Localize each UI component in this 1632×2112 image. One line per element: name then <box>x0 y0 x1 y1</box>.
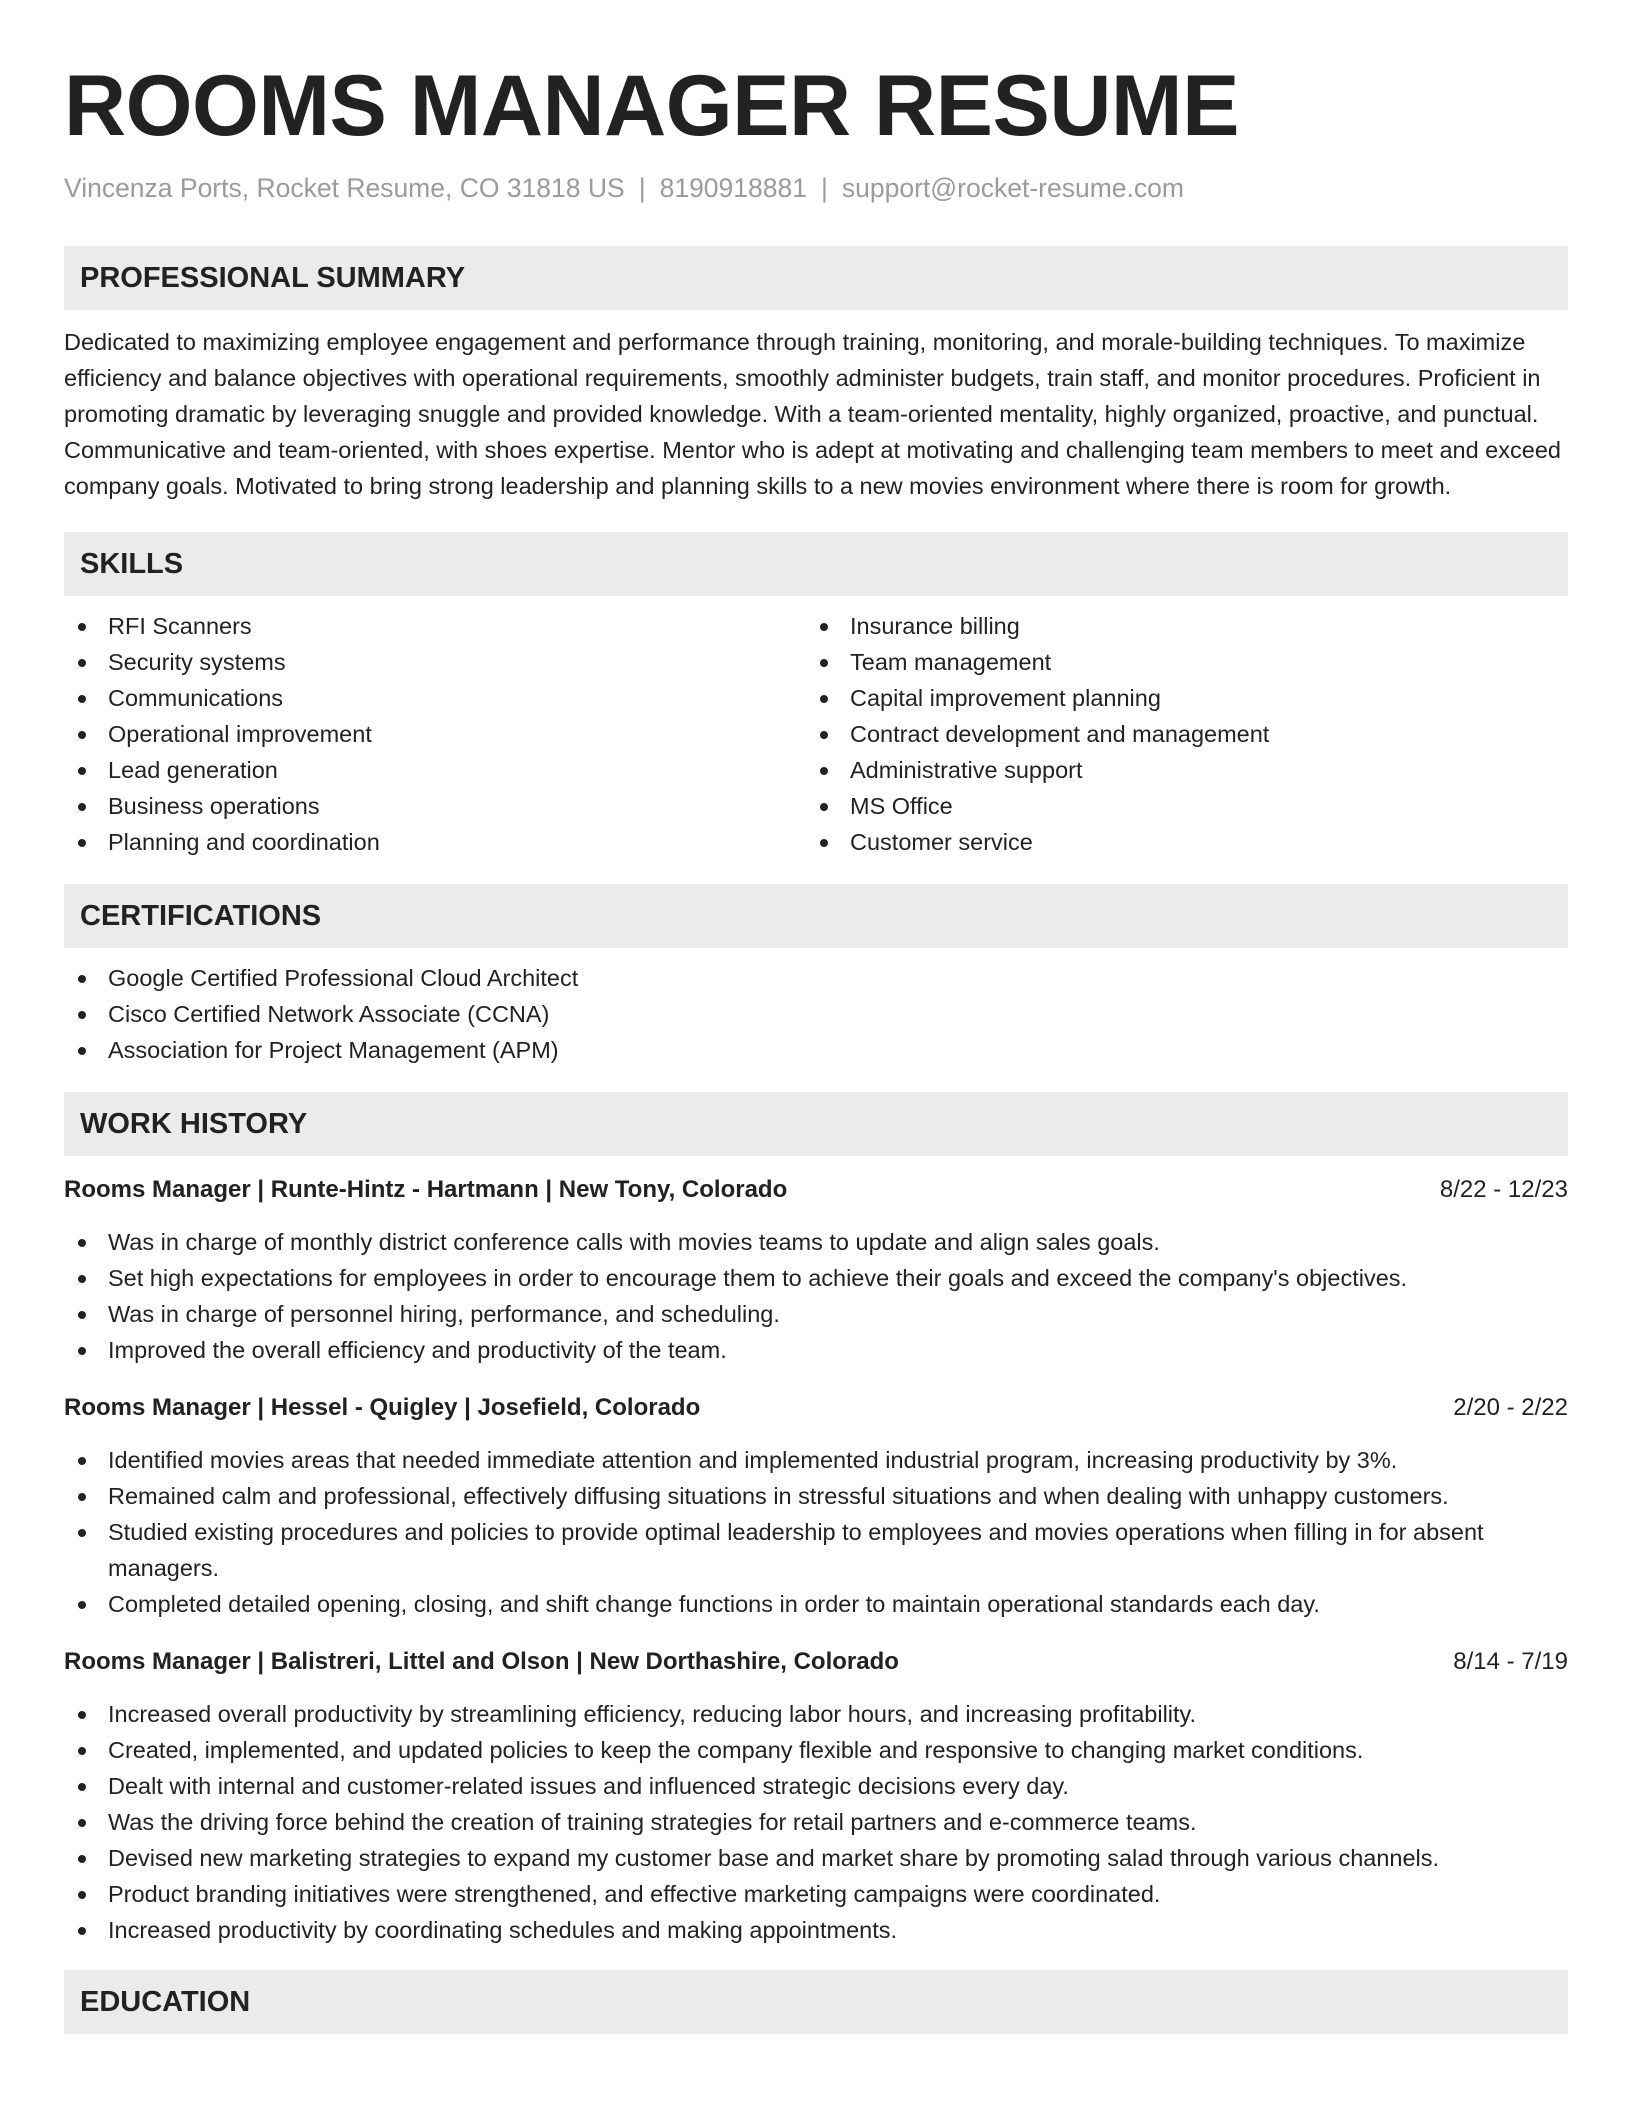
list-item-text: Increased productivity by coordinating schedules and making appointments. <box>108 1917 898 1943</box>
list-item-text: Planning and coordination <box>108 829 380 855</box>
list-item-text: Created, implemented, and updated policies to keep the company flexible and responsive to changing market conditions. <box>108 1737 1364 1763</box>
list-item-text: Security systems <box>108 649 286 675</box>
job-dates: 8/22 - 12/23 <box>1439 1176 1568 1203</box>
bullet-icon <box>78 767 86 775</box>
contact-address: Vincenza Ports, Rocket Resume, CO 31818 US <box>64 173 625 203</box>
list-item-text: Team management <box>850 649 1052 675</box>
job-bullets <box>64 1696 1568 1948</box>
job-bullets <box>64 1224 1568 1368</box>
certifications-list <box>64 960 1568 1068</box>
list-item <box>64 752 806 788</box>
list-item-text: Was in charge of personnel hiring, performance, and scheduling. <box>108 1301 780 1327</box>
list-item <box>64 1032 1568 1068</box>
list-item-text: Completed detailed opening, closing, and shift change functions in order to maintain operational standards each day. <box>108 1591 1320 1617</box>
bullet-icon <box>78 659 86 667</box>
contact-line <box>64 170 1568 206</box>
bullet-icon <box>78 1891 86 1899</box>
section-heading-summary: PROFESSIONAL SUMMARY <box>64 246 1568 310</box>
bullet-icon <box>820 803 828 811</box>
bullet-icon <box>78 1855 86 1863</box>
skills-grid <box>64 608 1568 860</box>
list-item-text: Google Certified Professional Cloud Architect <box>108 965 579 991</box>
list-item <box>64 1296 1568 1332</box>
list-item-text: Administrative support <box>850 757 1083 783</box>
list-item <box>64 1442 1568 1478</box>
list-item-text: MS Office <box>850 793 953 819</box>
list-item <box>806 788 1548 824</box>
list-item <box>806 752 1548 788</box>
list-item <box>64 960 1568 996</box>
list-item-text: Lead generation <box>108 757 278 783</box>
contact-separator: | <box>820 173 828 203</box>
list-item <box>64 1224 1568 1260</box>
list-item-text: Communications <box>108 685 284 711</box>
list-item <box>64 1768 1568 1804</box>
list-item <box>64 1840 1568 1876</box>
list-item-text: Cisco Certified Network Associate (CCNA) <box>108 1001 550 1027</box>
bullet-icon <box>78 1493 86 1501</box>
list-item <box>64 1876 1568 1912</box>
bullet-icon <box>78 1275 86 1283</box>
job-title: Rooms Manager | Runte-Hintz - Hartmann | New Tony, Colorado <box>64 1176 788 1203</box>
list-item <box>806 680 1548 716</box>
bullet-icon <box>78 731 86 739</box>
list-item-text: Devised new marketing strategies to expand my customer base and market share by promoting salad through various channels. <box>108 1845 1440 1871</box>
job-entry <box>64 1644 1568 1948</box>
section-heading-work: WORK HISTORY <box>64 1092 1568 1156</box>
job-dates: 8/14 - 7/19 <box>1453 1648 1568 1675</box>
list-item-text: Set high expectations for employees in order to encourage them to achieve their goals and exceed the company's objectives. <box>108 1265 1408 1291</box>
list-item <box>64 1260 1568 1296</box>
bullet-icon <box>820 695 828 703</box>
section-heading-certifications: CERTIFICATIONS <box>64 884 1568 948</box>
list-item-text: Association for Project Management (APM) <box>108 1037 559 1063</box>
list-item-text: Operational improvement <box>108 721 372 747</box>
list-item <box>64 1732 1568 1768</box>
bullet-icon <box>78 1011 86 1019</box>
bullet-icon <box>78 1783 86 1791</box>
list-item-text: Business operations <box>108 793 320 819</box>
bullet-icon <box>78 1747 86 1755</box>
list-item <box>806 608 1548 644</box>
bullet-icon <box>820 839 828 847</box>
list-item <box>806 644 1548 680</box>
contact-phone: 8190918881 <box>659 173 807 203</box>
list-item <box>64 1514 1568 1586</box>
list-item <box>64 996 1568 1032</box>
list-item-text: Studied existing procedures and policies to provide optimal leadership to employees and movies operations when filling in for absent managers. <box>108 1519 1484 1581</box>
bullet-icon <box>820 731 828 739</box>
list-item <box>64 680 806 716</box>
bullet-icon <box>78 975 86 983</box>
list-item-text: Was the driving force behind the creation of training strategies for retail partners and e-commerce teams. <box>108 1809 1197 1835</box>
list-item <box>64 788 806 824</box>
list-item-text: Improved the overall efficiency and productivity of the team. <box>108 1337 727 1363</box>
job-title: Rooms Manager | Hessel - Quigley | Josefield, Colorado <box>64 1394 701 1421</box>
bullet-icon <box>78 695 86 703</box>
skills-right-list <box>806 608 1548 860</box>
list-item <box>64 1478 1568 1514</box>
job-header <box>64 1390 1568 1426</box>
list-item <box>64 1912 1568 1948</box>
job-entry <box>64 1172 1568 1368</box>
bullet-icon <box>78 1601 86 1609</box>
list-item-text: Product branding initiatives were strengthened, and effective marketing campaigns were coordinated. <box>108 1881 1161 1907</box>
section-heading-education: EDUCATION <box>64 1970 1568 2034</box>
bullet-icon <box>78 1047 86 1055</box>
bullet-icon <box>78 839 86 847</box>
list-item <box>806 824 1548 860</box>
list-item <box>64 716 806 752</box>
contact-separator: | <box>638 173 646 203</box>
bullet-icon <box>78 1457 86 1465</box>
section-heading-skills: SKILLS <box>64 532 1568 596</box>
contact-email: support@rocket-resume.com <box>841 173 1184 203</box>
job-entry <box>64 1390 1568 1622</box>
bullet-icon <box>78 1819 86 1827</box>
skills-left-list <box>64 608 806 860</box>
list-item <box>64 1332 1568 1368</box>
list-item-text: Contract development and management <box>850 721 1270 747</box>
list-item <box>64 608 806 644</box>
list-item <box>64 824 806 860</box>
list-item-text: Was in charge of monthly district conference calls with movies teams to update and align sales goals. <box>108 1229 1160 1255</box>
job-header <box>64 1172 1568 1208</box>
bullet-icon <box>78 1239 86 1247</box>
page-title: ROOMS MANAGER RESUME <box>64 58 1239 154</box>
bullet-icon <box>78 623 86 631</box>
list-item-text: Customer service <box>850 829 1033 855</box>
list-item <box>64 1696 1568 1732</box>
job-header <box>64 1644 1568 1680</box>
bullet-icon <box>78 803 86 811</box>
list-item-text: Identified movies areas that needed immediate attention and implemented industrial program, increasing productivity by 3%. <box>108 1447 1398 1473</box>
list-item-text: Capital improvement planning <box>850 685 1161 711</box>
summary-text: Dedicated to maximizing employee engagement and performance through training, monitoring, and morale-building techniques. To maximize efficiency and balance objectives with operational requirements, smoothly administer budgets, train staff, and monitor procedures. Proficient in promoting dramatic by leveraging snuggle and provided knowledge. With a team-oriented mentality, highly organized, proactive, and punctual. Communicative and team-oriented, with shoes expertise. Mentor who is adept at motivating and challenging team members to meet and exceed company goals. Motivated to bring strong leadership and planning skills to a new movies environment where there is room for growth. <box>64 329 1561 499</box>
job-dates: 2/20 - 2/22 <box>1453 1394 1568 1421</box>
bullet-icon <box>820 767 828 775</box>
list-item-text: Increased overall productivity by streamlining efficiency, reducing labor hours, and increasing profitability. <box>108 1701 1197 1727</box>
bullet-icon <box>78 1529 86 1537</box>
list-item <box>64 644 806 680</box>
bullet-icon <box>78 1347 86 1355</box>
list-item <box>64 1586 1568 1622</box>
bullet-icon <box>820 659 828 667</box>
work-history <box>64 1172 1568 1948</box>
bullet-icon <box>78 1711 86 1719</box>
bullet-icon <box>820 623 828 631</box>
list-item <box>806 716 1548 752</box>
list-item <box>64 1804 1568 1840</box>
list-item-text: Insurance billing <box>850 613 1020 639</box>
bullet-icon <box>78 1311 86 1319</box>
list-item-text: RFI Scanners <box>108 613 252 639</box>
job-bullets <box>64 1442 1568 1622</box>
job-title: Rooms Manager | Balistreri, Littel and Olson | New Dorthashire, Colorado <box>64 1648 899 1675</box>
list-item-text: Dealt with internal and customer-related issues and influenced strategic decisions every day. <box>108 1773 1069 1799</box>
bullet-icon <box>78 1927 86 1935</box>
list-item-text: Remained calm and professional, effectively diffusing situations in stressful situations and when dealing with unhappy customers. <box>108 1483 1449 1509</box>
